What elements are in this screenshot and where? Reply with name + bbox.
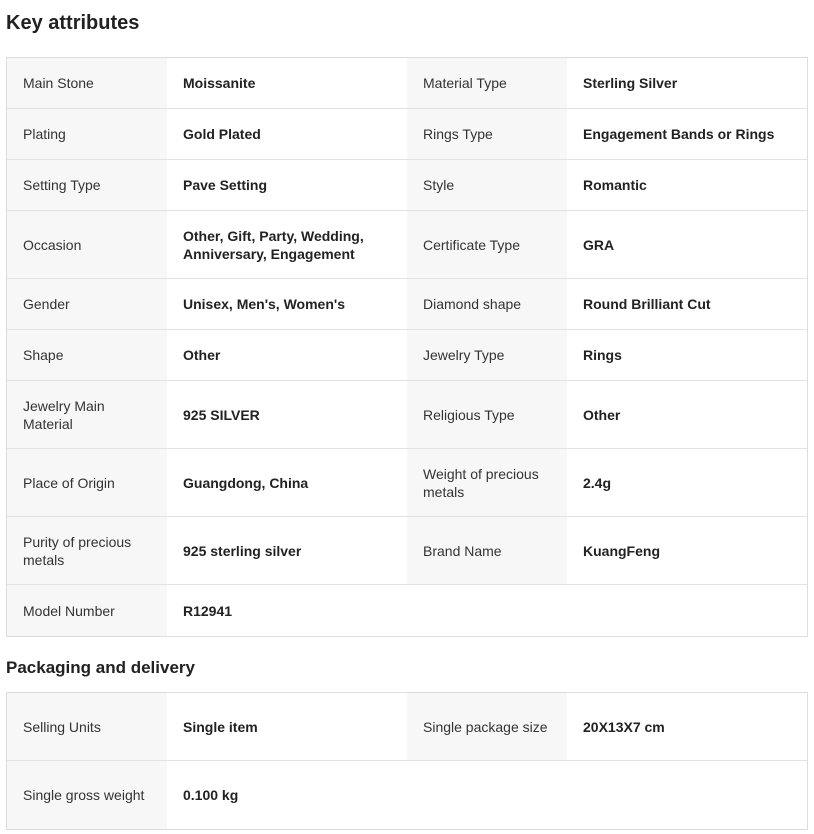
attr-label-material-type: Material Type bbox=[407, 58, 567, 109]
attr-label-setting-type: Setting Type bbox=[7, 160, 167, 211]
attr-value-plating: Gold Plated bbox=[167, 109, 407, 160]
attr-value-style: Romantic bbox=[567, 160, 807, 211]
attr-value-setting-type: Pave Setting bbox=[167, 160, 407, 211]
attr-label-occasion: Occasion bbox=[7, 211, 167, 279]
attr-label-purity-of-precious-metals: Purity of precious metals bbox=[7, 517, 167, 585]
attr-label-place-of-origin: Place of Origin bbox=[7, 449, 167, 517]
empty-cell bbox=[407, 585, 807, 636]
attr-value-purity-of-precious-metals: 925 sterling silver bbox=[167, 517, 407, 585]
attr-value-single-package-size: 20X13X7 cm bbox=[567, 693, 807, 761]
packaging-table bbox=[6, 692, 808, 830]
attr-value-single-gross-weight: 0.100 kg bbox=[167, 761, 407, 829]
attr-value-selling-units: Single item bbox=[167, 693, 407, 761]
attr-value-jewelry-type: Rings bbox=[567, 330, 807, 381]
attr-label-style: Style bbox=[407, 160, 567, 211]
attr-value-occasion: Other, Gift, Party, Wedding, Anniversary, Engagement bbox=[167, 211, 407, 279]
attr-value-jewelry-main-material: 925 SILVER bbox=[167, 381, 407, 449]
attr-value-shape: Other bbox=[167, 330, 407, 381]
attr-value-rings-type: Engagement Bands or Rings bbox=[567, 109, 807, 160]
attr-value-brand-name: KuangFeng bbox=[567, 517, 807, 585]
attr-label-selling-units: Selling Units bbox=[7, 693, 167, 761]
attr-label-diamond-shape: Diamond shape bbox=[407, 279, 567, 330]
attr-label-rings-type: Rings Type bbox=[407, 109, 567, 160]
attr-value-material-type: Sterling Silver bbox=[567, 58, 807, 109]
attr-label-single-gross-weight: Single gross weight bbox=[7, 761, 167, 829]
attr-label-jewelry-type: Jewelry Type bbox=[407, 330, 567, 381]
attr-label-model-number: Model Number bbox=[7, 585, 167, 636]
attr-label-single-package-size: Single package size bbox=[407, 693, 567, 761]
attr-label-religious-type: Religious Type bbox=[407, 381, 567, 449]
attr-label-jewelry-main-material: Jewelry Main Material bbox=[7, 381, 167, 449]
attr-value-main-stone: Moissanite bbox=[167, 58, 407, 109]
attr-label-gender: Gender bbox=[7, 279, 167, 330]
attr-value-religious-type: Other bbox=[567, 381, 807, 449]
empty-cell bbox=[407, 761, 807, 829]
attr-value-place-of-origin: Guangdong, China bbox=[167, 449, 407, 517]
attr-value-model-number: R12941 bbox=[167, 585, 407, 636]
attr-label-main-stone: Main Stone bbox=[7, 58, 167, 109]
packaging-delivery-heading: Packaging and delivery bbox=[6, 658, 195, 677]
attr-label-brand-name: Brand Name bbox=[407, 517, 567, 585]
attr-label-certificate-type: Certificate Type bbox=[407, 211, 567, 279]
attr-value-weight-of-precious-metals: 2.4g bbox=[567, 449, 807, 517]
attr-label-weight-of-precious-metals: Weight of precious metals bbox=[407, 449, 567, 517]
attr-label-shape: Shape bbox=[7, 330, 167, 381]
attr-label-plating: Plating bbox=[7, 109, 167, 160]
key-attributes-table bbox=[6, 57, 808, 637]
attr-value-diamond-shape: Round Brilliant Cut bbox=[567, 279, 807, 330]
attr-value-gender: Unisex, Men's, Women's bbox=[167, 279, 407, 330]
attr-value-certificate-type: GRA bbox=[567, 211, 807, 279]
key-attributes-heading: Key attributes bbox=[6, 12, 140, 34]
